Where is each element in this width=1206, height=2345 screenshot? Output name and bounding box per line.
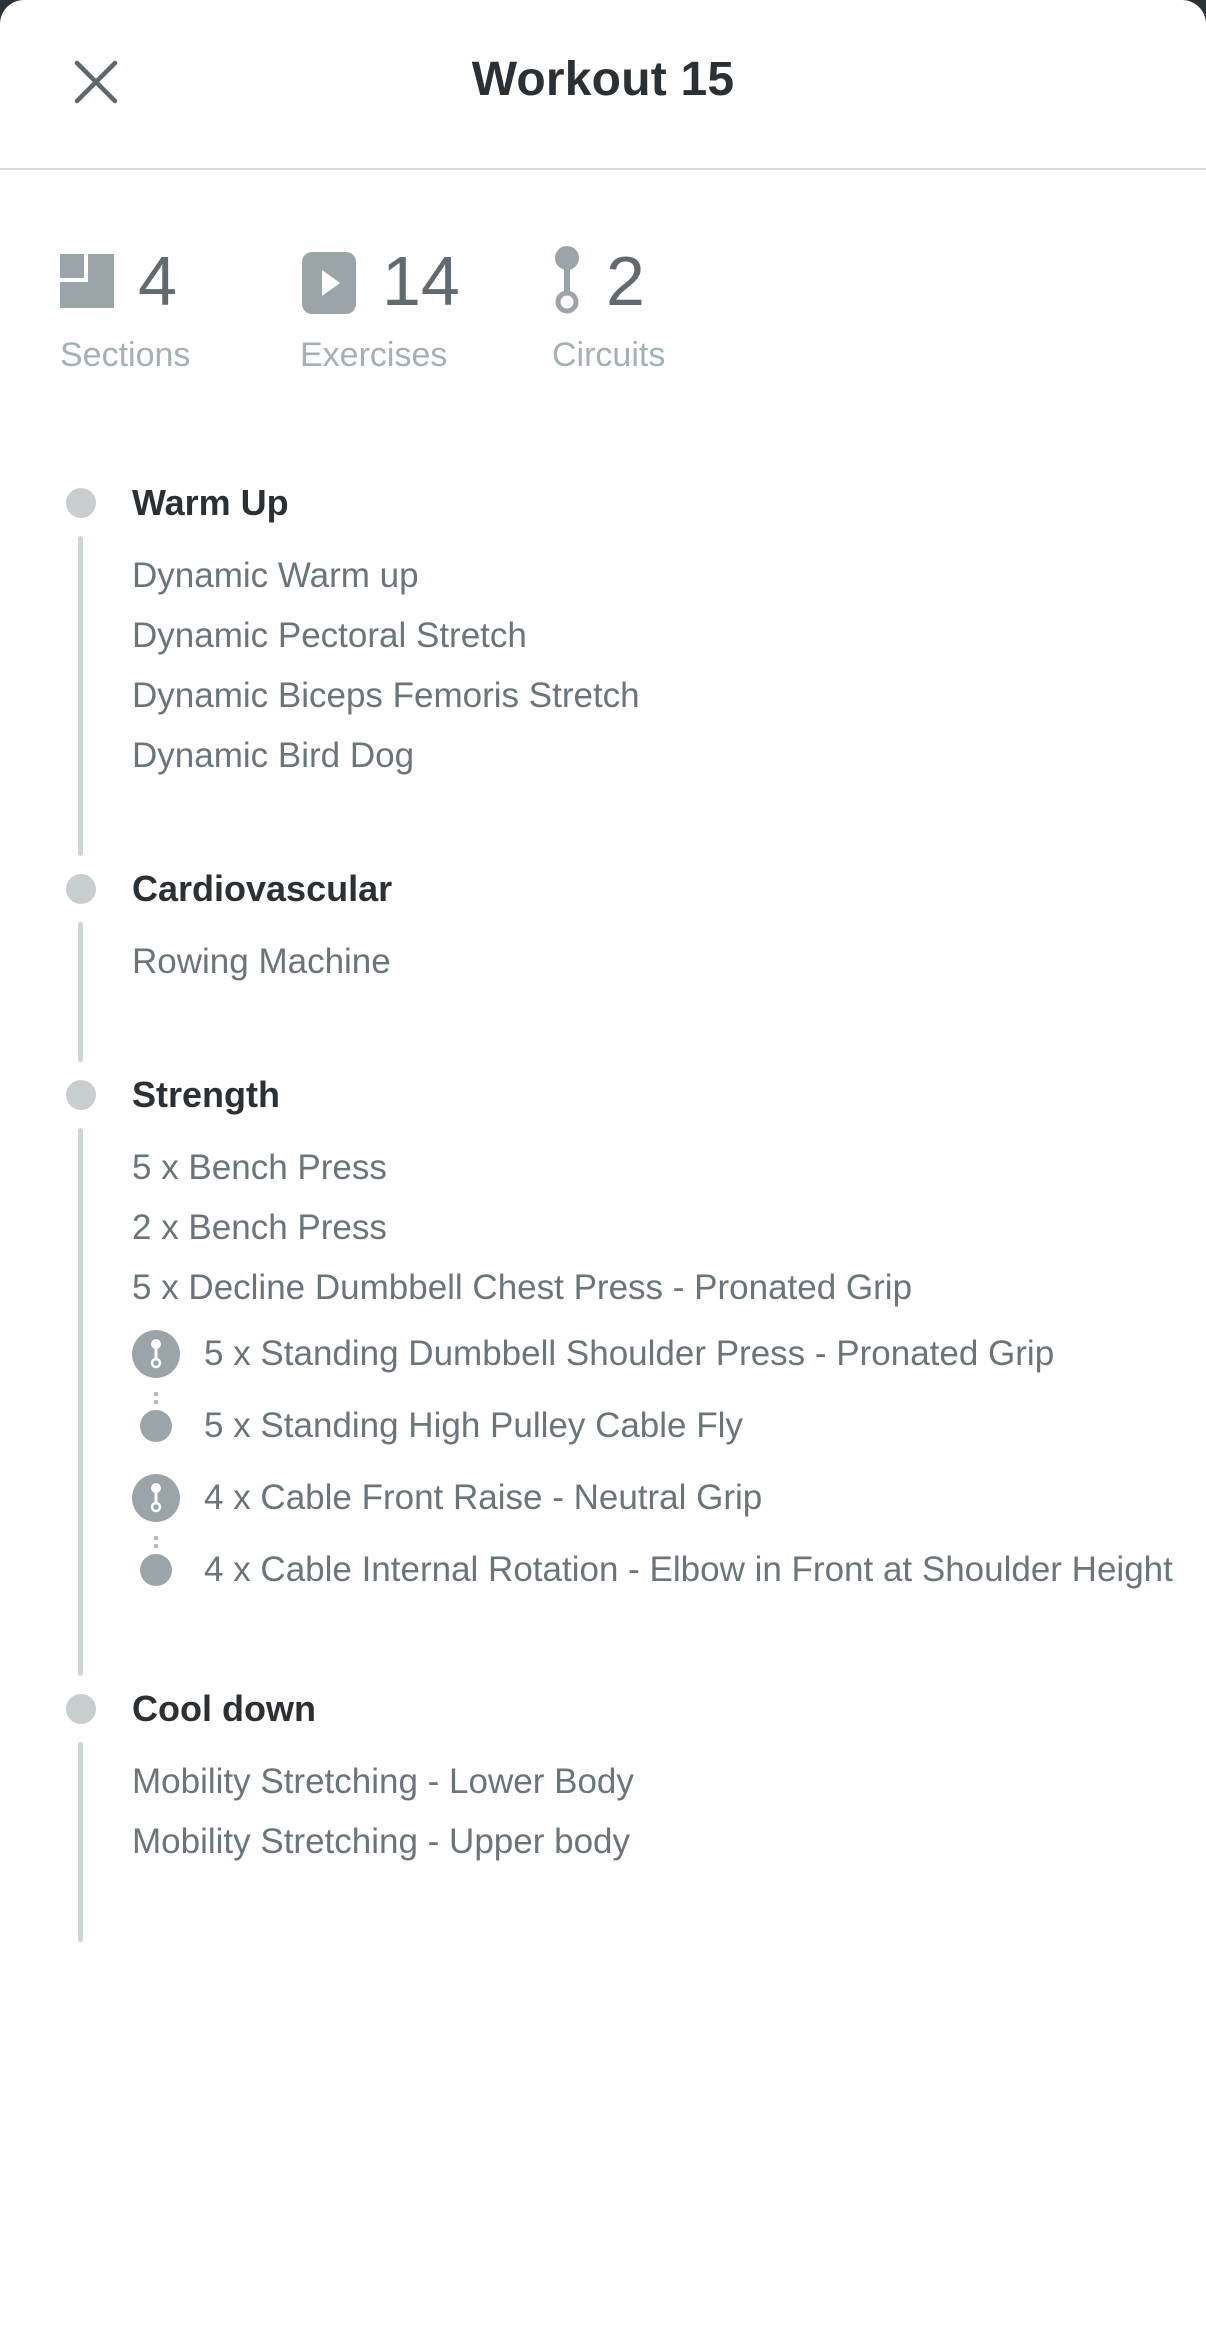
section-title: Cardiovascular bbox=[132, 868, 393, 909]
page-title: Workout 15 bbox=[471, 53, 735, 106]
timeline-dot bbox=[66, 1694, 96, 1724]
exercises-count: 14 bbox=[382, 242, 460, 320]
circuit-connector bbox=[154, 1390, 158, 1406]
circuit-item[interactable] bbox=[132, 1318, 1204, 1390]
circuits-count: 2 bbox=[606, 242, 645, 320]
circuit-exercise-label: 4 x Cable Internal Rotation - Elbow in Front at Shoulder Height bbox=[204, 1550, 1173, 1589]
circuit-exercise-label: 5 x Standing Dumbbell Shoulder Press - Pronated Grip bbox=[204, 1334, 1055, 1373]
section-cool-down bbox=[0, 1676, 1206, 1942]
play-icon bbox=[300, 248, 358, 314]
exercise-item[interactable]: 2 x Bench Press bbox=[132, 1208, 387, 1247]
exercise-item[interactable]: Dynamic Biceps Femoris Stretch bbox=[132, 676, 640, 715]
circuit-item[interactable] bbox=[132, 1462, 1204, 1534]
section-warm-up bbox=[0, 470, 1206, 856]
timeline-line bbox=[78, 922, 83, 1062]
timeline-dot bbox=[66, 1080, 96, 1110]
exercise-item[interactable]: Rowing Machine bbox=[132, 942, 391, 981]
sections-count: 4 bbox=[138, 242, 177, 320]
circuit-item[interactable] bbox=[132, 1534, 1204, 1606]
circuit-end-icon bbox=[140, 1410, 172, 1442]
exercise-item[interactable]: Dynamic Warm up bbox=[132, 556, 419, 595]
circuit-icon bbox=[552, 246, 582, 316]
circuits-label: Circuits bbox=[552, 336, 666, 374]
circuit-item[interactable] bbox=[132, 1390, 1204, 1462]
exercise-item[interactable]: Dynamic Bird Dog bbox=[132, 736, 415, 775]
header bbox=[0, 0, 1206, 170]
timeline-line bbox=[78, 1742, 83, 1942]
circuit-end-icon bbox=[140, 1554, 172, 1586]
exercise-item[interactable]: Mobility Stretching - Upper body bbox=[132, 1822, 630, 1861]
section-title: Warm Up bbox=[132, 482, 289, 523]
exercises-label: Exercises bbox=[300, 336, 448, 374]
section-title: Strength bbox=[132, 1074, 280, 1115]
section-strength bbox=[0, 1062, 1206, 1676]
section-timeline bbox=[0, 470, 1206, 1942]
circuit-exercise-label: 5 x Standing High Pulley Cable Fly bbox=[204, 1406, 743, 1445]
stat-sections bbox=[60, 240, 190, 375]
sections-label: Sections bbox=[60, 336, 191, 374]
circuit-exercise-label: 4 x Cable Front Raise - Neutral Grip bbox=[204, 1478, 763, 1517]
timeline-line bbox=[78, 536, 83, 856]
exercise-item[interactable]: Mobility Stretching - Lower Body bbox=[132, 1762, 634, 1801]
timeline-dot bbox=[66, 874, 96, 904]
stat-exercises bbox=[300, 240, 460, 375]
section-title: Cool down bbox=[132, 1688, 316, 1729]
circuit-start-icon bbox=[132, 1474, 180, 1522]
timeline-dot bbox=[66, 488, 96, 518]
exercise-item[interactable]: 5 x Bench Press bbox=[132, 1148, 387, 1187]
sections-icon bbox=[60, 254, 114, 308]
circuit-connector bbox=[154, 1534, 158, 1550]
stats-bar bbox=[0, 240, 1206, 390]
circuit-start-icon bbox=[132, 1330, 180, 1378]
timeline-line bbox=[78, 1128, 83, 1676]
exercise-item[interactable]: 5 x Decline Dumbbell Chest Press - Pronated Grip bbox=[132, 1268, 913, 1307]
exercise-item[interactable]: Dynamic Pectoral Stretch bbox=[132, 616, 527, 655]
section-cardiovascular bbox=[0, 856, 1206, 1062]
stat-circuits bbox=[552, 240, 665, 375]
